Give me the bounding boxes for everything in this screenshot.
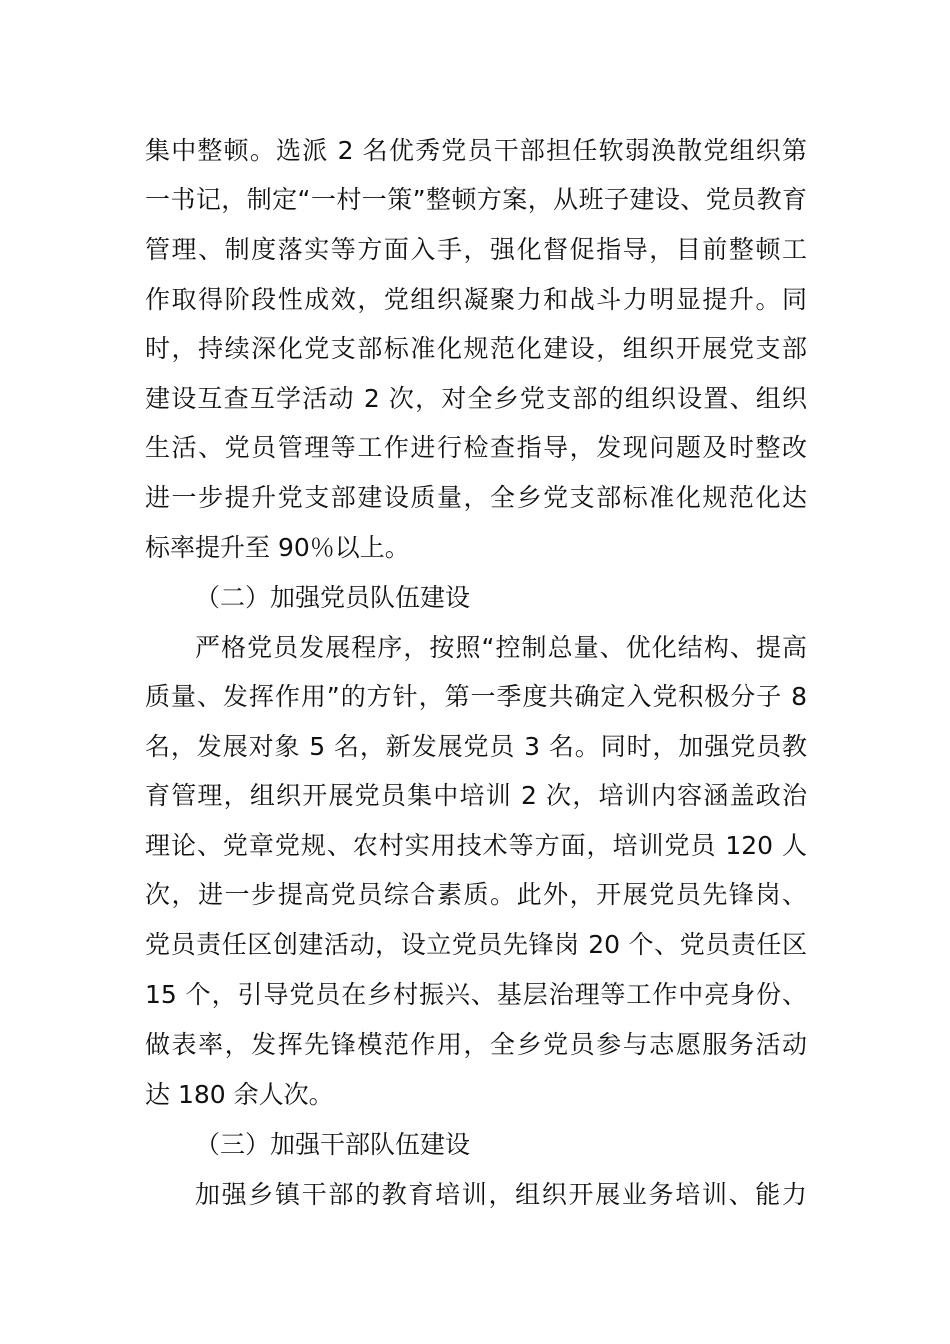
paragraph-line: 建设互查互学活动 2 次，对全乡党支部的组织设置、组织	[145, 384, 807, 413]
section-heading: （二）加强党员队伍建设	[195, 583, 471, 612]
paragraph-line: 生活、党员管理等工作进行检查指导，发现问题及时整改	[145, 433, 807, 462]
section-heading: （三）加强干部队伍建设	[195, 1130, 471, 1159]
paragraph-line: 集中整顿。选派 2 名优秀党员干部担任软弱涣散党组织第	[145, 136, 807, 165]
paragraph-line: 党员责任区创建活动，设立党员先锋岗 20 个、党员责任区	[145, 930, 807, 959]
paragraph-line: 做表率，发挥先锋模范作用，全乡党员参与志愿服务活动	[145, 1030, 807, 1059]
paragraph-line: 进一步提升党支部建设质量，全乡党支部标准化规范化达	[145, 483, 807, 512]
paragraph-line: 育管理，组织开展党员集中培训 2 次，培训内容涵盖政治	[145, 781, 807, 810]
paragraph-line: 15 个，引导党员在乡村振兴、基层治理等工作中亮身份、	[145, 980, 807, 1009]
paragraph-line: 严格党员发展程序，按照“控制总量、优化结构、提高	[195, 633, 807, 662]
paragraph-line: 次，进一步提高党员综合素质。此外，开展党员先锋岗、	[145, 880, 807, 909]
paragraph-line: 质量、发挥作用”的方针，第一季度共确定入党积极分子 8	[145, 682, 807, 711]
paragraph-line: 作取得阶段性成效，党组织凝聚力和战斗力明显提升。同	[145, 285, 807, 314]
paragraph-line: 加强乡镇干部的教育培训，组织开展业务培训、能力	[195, 1180, 807, 1209]
paragraph-line: 一书记，制定“一村一策”整顿方案，从班子建设、党员教育	[145, 185, 807, 214]
paragraph-line: 时，持续深化党支部标准化规范化建设，组织开展党支部	[145, 334, 807, 363]
paragraph-line: 管理、制度落实等方面入手，强化督促指导，目前整顿工	[145, 235, 807, 264]
paragraph-line: 名，发展对象 5 名，新发展党员 3 名。同时，加强党员教	[145, 732, 807, 761]
paragraph-line: 标率提升至 90％以上。	[145, 533, 410, 562]
paragraph-line: 理论、党章党规、农村实用技术等方面，培训党员 120 人	[145, 831, 807, 860]
paragraph-line: 达 180 余人次。	[145, 1080, 334, 1109]
